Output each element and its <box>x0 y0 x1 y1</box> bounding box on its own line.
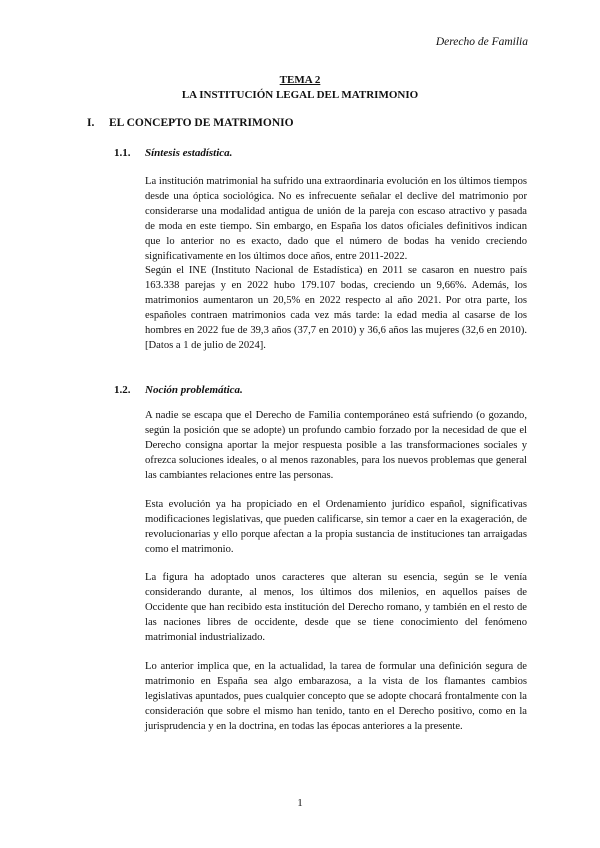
paragraph: La institución matrimonial ha sufrido una extraordinaria evolución en los últimos tiempos desde una óptica sociológica. No es infrecuente señalar el declive del matrimonio por considerarse una modalidad antigua de unión de la pareja con escaso atractivo y pasada de moda en este tiempo. Sin embargo, en España los datos oficiales definitivos indican que lo anterior no es exacto, dado que el número de bodas ha venido creciendo significativamente en los últimos doce años, entre 2011-2022. <box>145 176 527 263</box>
section-heading <box>87 117 294 129</box>
running-header: Derecho de Familia <box>435 36 528 48</box>
section-title: EL CONCEPTO DE MATRIMONIO <box>109 117 294 129</box>
subsection-number: 1.1. <box>114 147 131 159</box>
paragraph: Según el INE (Instituto Nacional de Estadística) en 2011 se casaron en nuestro país 163.338 parejas y en 2022 hubo 179.107 bodas, creciendo un 9,66%. Además, los matrimonios aumentaron un 20,5% en 2022 respecto al año 2021. Por otra parte, los españoles contraen matrimonios cada vez más tarde: la edad media al casarse de los hombres en 2022 fue de 39,3 años (37,7 en 2010) y 36,6 años las mujeres (32,6 en 2010). [Datos a 1 de julio de 2024]. <box>145 265 527 352</box>
paragraph: Lo anterior implica que, en la actualidad, la tarea de formular una definición segura de matrimonio en España sea algo embarazosa, a la vista de los flamantes cambios legislativas apuntados, pues cualquier concepto que se adopte chocará frontalmente con la consideración que sobre el mismo han tenido, tanto en el Derecho positivo, como en la jurisprudencia y en la doctrina, en todas las épocas anteriores a la presente. <box>145 661 527 733</box>
subsection-title: Síntesis estadística. <box>145 147 233 159</box>
section-number: I. <box>87 117 95 129</box>
subsection-heading <box>114 384 243 396</box>
paragraph: A nadie se escapa que el Derecho de Familia contemporáneo está sufriendo (o gozando, según la posición que se adopte) un profundo cambio forzado por la necesidad de que el Derecho consigna aportar la mejor respuesta posible a las transformaciones sociales y ofrezca soluciones ideales, o al menos razonables, para los nuevos problemas que general las cambiantes relaciones entre las personas. <box>145 410 527 482</box>
paragraph: Esta evolución ya ha propiciado en el Ordenamiento jurídico español, significativas modificaciones legislativas, que pueden calificarse, sin temor a caer en la exageración, de revolucionarias y ello porque afectan a la propia sustancia de instituciones tan arraigadas como el matrimonio. <box>145 499 527 556</box>
subsection-number: 1.2. <box>114 384 131 396</box>
chapter-title <box>0 73 600 103</box>
page-number: 1 <box>297 797 303 809</box>
paragraph: La figura ha adoptado unos caracteres que alteran su esencia, según se le venía considerando durante, al menos, los últimos dos milenios, en aquellos países de Occidente que han recibido esta institución del Derecho romano, y también en el resto de las naciones libres de occidente, desde que se tiene conocimiento del fenómeno matrimonial industrializado. <box>145 572 527 644</box>
chapter-heading: LA INSTITUCIÓN LEGAL DEL MATRIMONIO <box>181 89 419 101</box>
subsection-heading <box>114 147 233 159</box>
subsection-title: Noción problemática. <box>145 384 243 396</box>
chapter-number: TEMA 2 <box>279 74 321 86</box>
